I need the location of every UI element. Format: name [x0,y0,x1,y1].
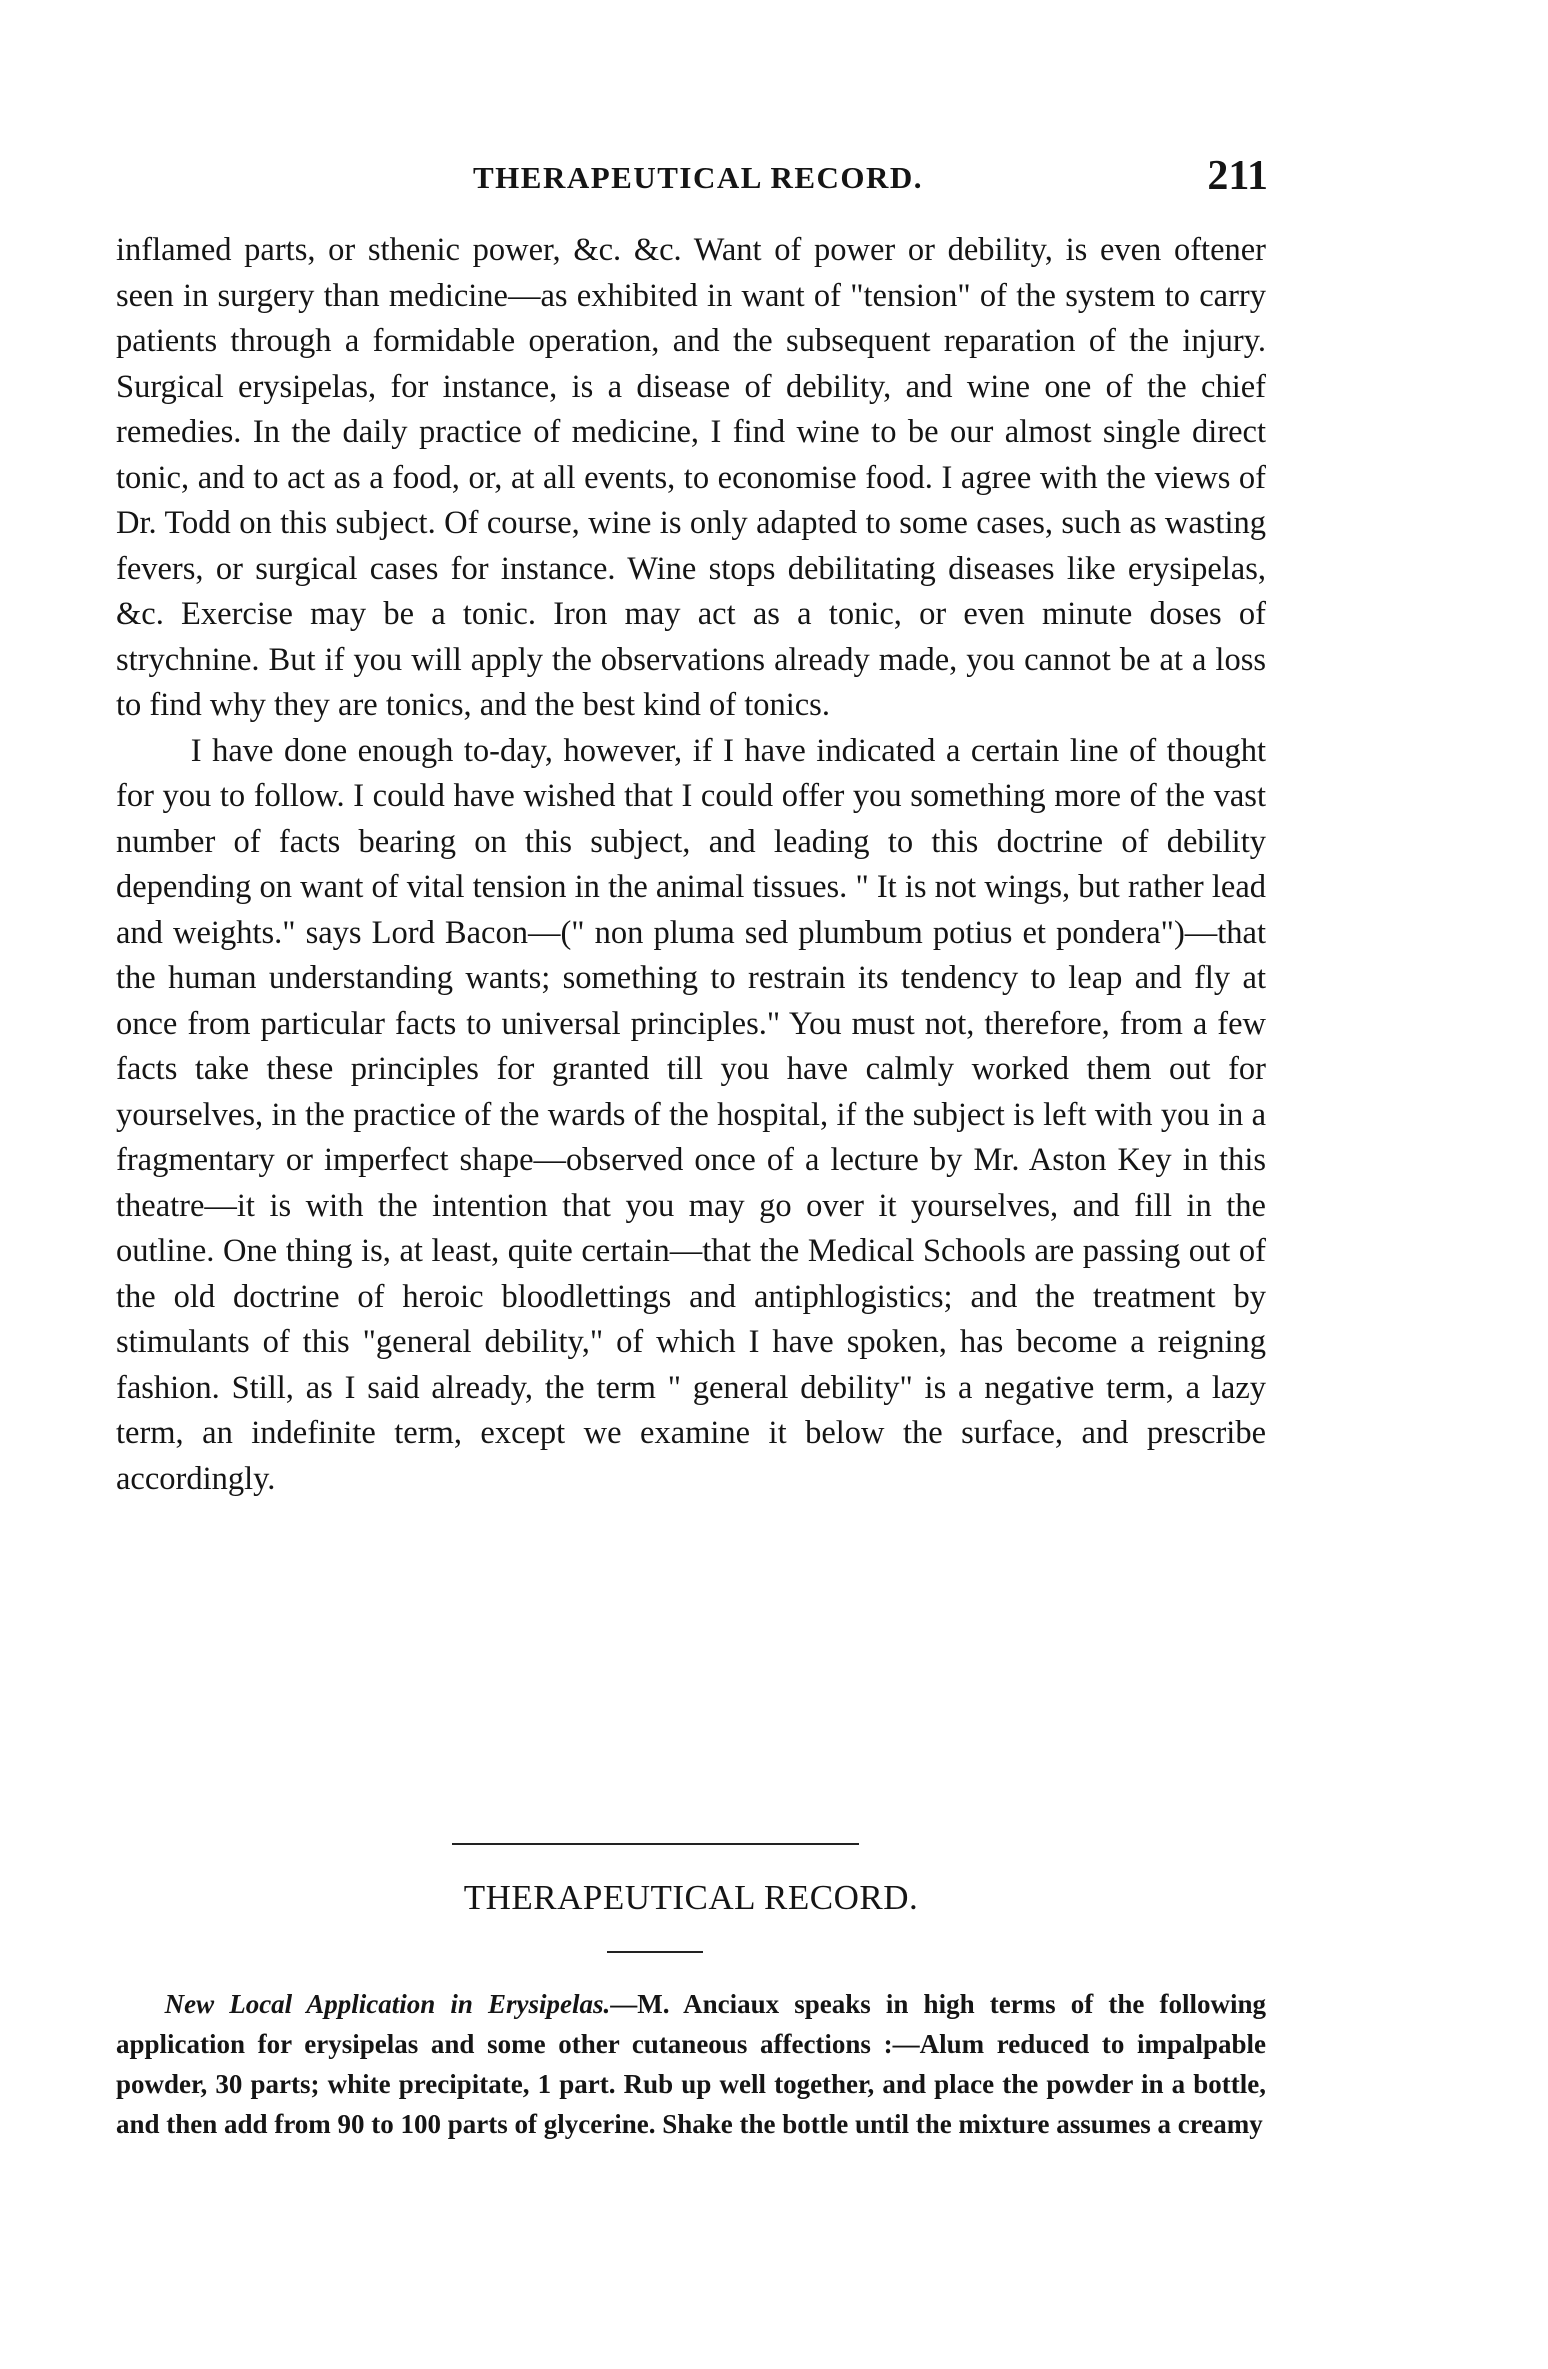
paragraph: inflamed parts, or sthenic power, &c. &c. Want of power or debility, is even oftener seen in surgery than medicine—as exhibited in want of "tension" of the system to carry patients through a formidable operation, and the subsequent reparation of the injury. Surgical erysipelas, for instance, is a disease of debility, and wine one of the chief remedies. In the daily practice of medicine, I find wine to be our almost single direct tonic, and to act as a food, or, at all events, to economise food. I agree with the views of Dr. Todd on this subject. Of course, wine is only adapted to some cases, such as wasting fevers, or surgical cases for instance. Wine stops debilitating diseases like erysipelas, &c. Exercise may be a tonic. Iron may act as a tonic, or even minute doses of strychnine. But if you will apply the observations already made, you cannot be at a loss to find why they are tonics, and the best kind of tonics. [116,232,1266,723]
running-head [118,153,1268,208]
record-entry [116,1984,1266,2144]
section-divider [452,1843,859,1845]
entry-text: —M. Anciaux speaks in high terms of the following application for erysipelas and some other cutaneous affections :—Alum reduced to impalpable powder, 30 parts; white precipitate, 1 part. Rub up well together, and place the powder in a bottle, and then add from 90 to 100 parts of glycerine. Shake the bottle until the mixture assumes a creamy [116,1989,1266,2139]
paragraph: I have done enough to-day, however, if I have indicated a certain line of thought for you to follow. I could have wished that I could offer you something more of the vast number of facts bearing on this subject, and leading to this doctrine of debility depending on want of vital tension in the animal tissues. " It is not wings, but rather lead and weights." says Lord Bacon—(" non pluma sed plumbum potius et pondera")—that the human understanding wants; something to restrain its tendency to leap and fly at once from particular facts to universal principles." You must not, therefore, from a few facts take these principles for granted till you have calmly worked them out for yourselves, in the practice of the wards of the hospital, if the subject is left with you in a fragmentary or imperfect shape—observed once of a lecture by Mr. Aston Key in this theatre—it is with the intention that you may go over it yourselves, and fill in the outline. One thing is, at least, quite certain—that the Medical Schools are passing out of the old doctrine of heroic bloodlettings and antiphlogistics; and the treatment by stimulants of this "general debility," of which I have spoken, has become a reigning fashion. Still, as I said already, the term " general debility" is a negative term, a lazy term, an indefinite term, except we examine it below the surface, and prescribe accordingly. [116,732,1266,1497]
entry-title: New Local Application in Erysipelas. [164,1989,611,2019]
section-title: THERAPEUTICAL RECORD. [463,1878,919,1917]
running-title: THERAPEUTICAL RECORD. [473,160,924,195]
body-text [116,228,1266,1502]
section-title-underline [607,1951,703,1953]
page-number: 211 [1207,153,1268,199]
